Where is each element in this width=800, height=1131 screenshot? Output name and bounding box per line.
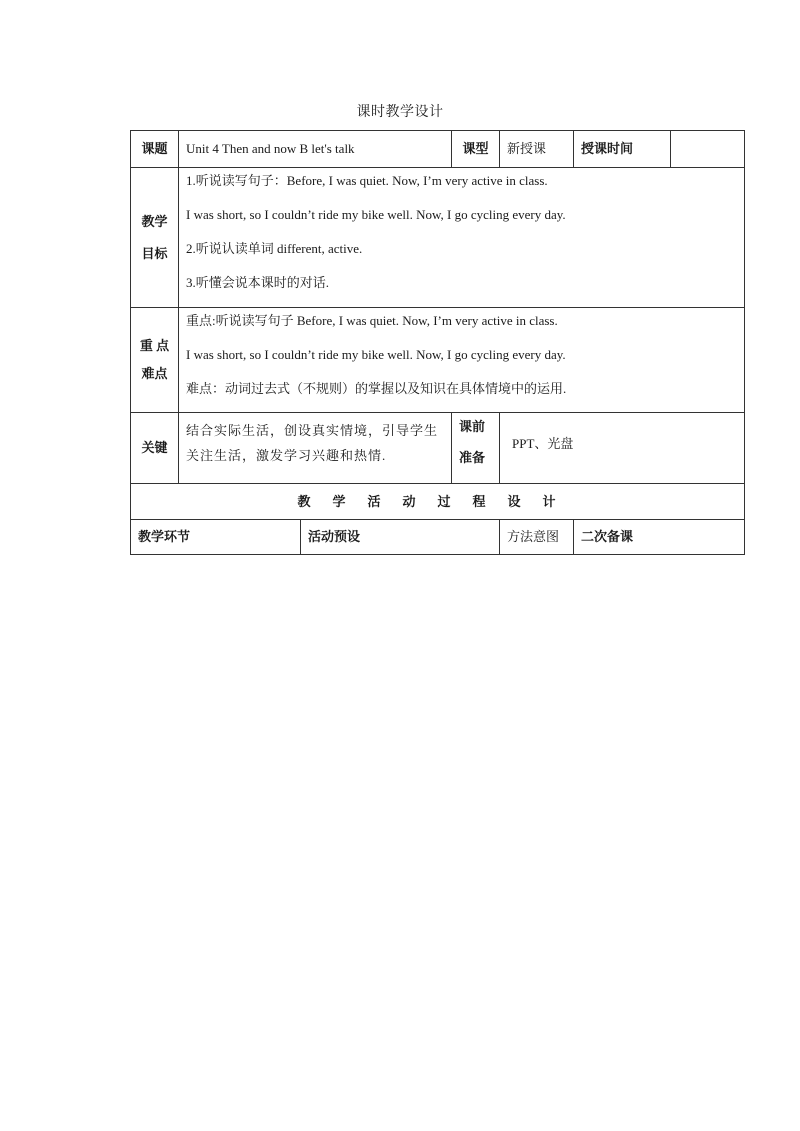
- process-title: 教学活动过程设计: [131, 484, 745, 520]
- column-method-intent: 方法意图: [500, 520, 574, 555]
- class-time-value: [671, 131, 745, 168]
- lesson-type-value: 新授课: [500, 131, 574, 168]
- prep-value: PPT、光盘: [500, 413, 745, 484]
- prep-label-line1: 课前: [459, 419, 486, 434]
- lesson-type-label: 课型: [452, 131, 500, 168]
- keynote-label: 关键: [131, 413, 179, 484]
- keynote-line: 结合实际生活，创设真实情境，引导学生: [186, 423, 439, 438]
- key-point-line: 重点:听说读写句子 Before, I was quiet. Now, I’m very active in class.: [186, 313, 558, 328]
- process-title-row: [131, 484, 745, 520]
- prep-label: [452, 413, 500, 484]
- lesson-plan-table: [130, 130, 745, 555]
- goal-line: I was short, so I couldn’t ride my bike well. Now, I go cycling every day.: [186, 207, 566, 222]
- process-columns-row: [131, 520, 745, 555]
- goal-line: 1.听说读写句子：Before, I was quiet. Now, I’m very active in class.: [186, 173, 548, 188]
- topic-row: [131, 131, 745, 168]
- class-time-label: 授课时间: [574, 131, 671, 168]
- prep-label-line2: 准备: [459, 450, 486, 465]
- goal-line: 2.听说认读单词 different, active.: [186, 241, 363, 256]
- goals-row: [131, 168, 745, 308]
- key-points-label-line2: 难点: [141, 366, 168, 381]
- topic-value: Unit 4 Then and now B let's talk: [179, 131, 452, 168]
- column-activity-plan: 活动预设: [301, 520, 500, 555]
- keynote-row: [131, 413, 745, 484]
- goals-content: [179, 168, 745, 308]
- goals-label: [131, 168, 179, 308]
- key-points-row: [131, 308, 745, 413]
- key-point-line: I was short, so I couldn’t ride my bike well. Now, I go cycling every day.: [186, 347, 566, 362]
- column-second-prep: 二次备课: [574, 520, 745, 555]
- keynote-line: 关注生活，激发学习兴趣和热情.: [186, 448, 387, 463]
- key-points-label-line1: 重 点: [139, 338, 170, 353]
- goal-line: 3.听懂会说本课时的对话.: [186, 275, 330, 290]
- key-points-label: [131, 308, 179, 413]
- key-point-line: 难点：动词过去式（不规则）的掌握以及知识在具体情境中的运用.: [186, 381, 567, 396]
- keynote-content: [179, 413, 452, 484]
- document-title: 课时教学设计: [356, 105, 444, 120]
- topic-label: 课题: [131, 131, 179, 168]
- key-points-content: [179, 308, 745, 413]
- goals-label-line2: 目标: [141, 245, 168, 261]
- column-teaching-stage: 教学环节: [131, 520, 301, 555]
- goals-label-line1: 教学: [141, 213, 168, 229]
